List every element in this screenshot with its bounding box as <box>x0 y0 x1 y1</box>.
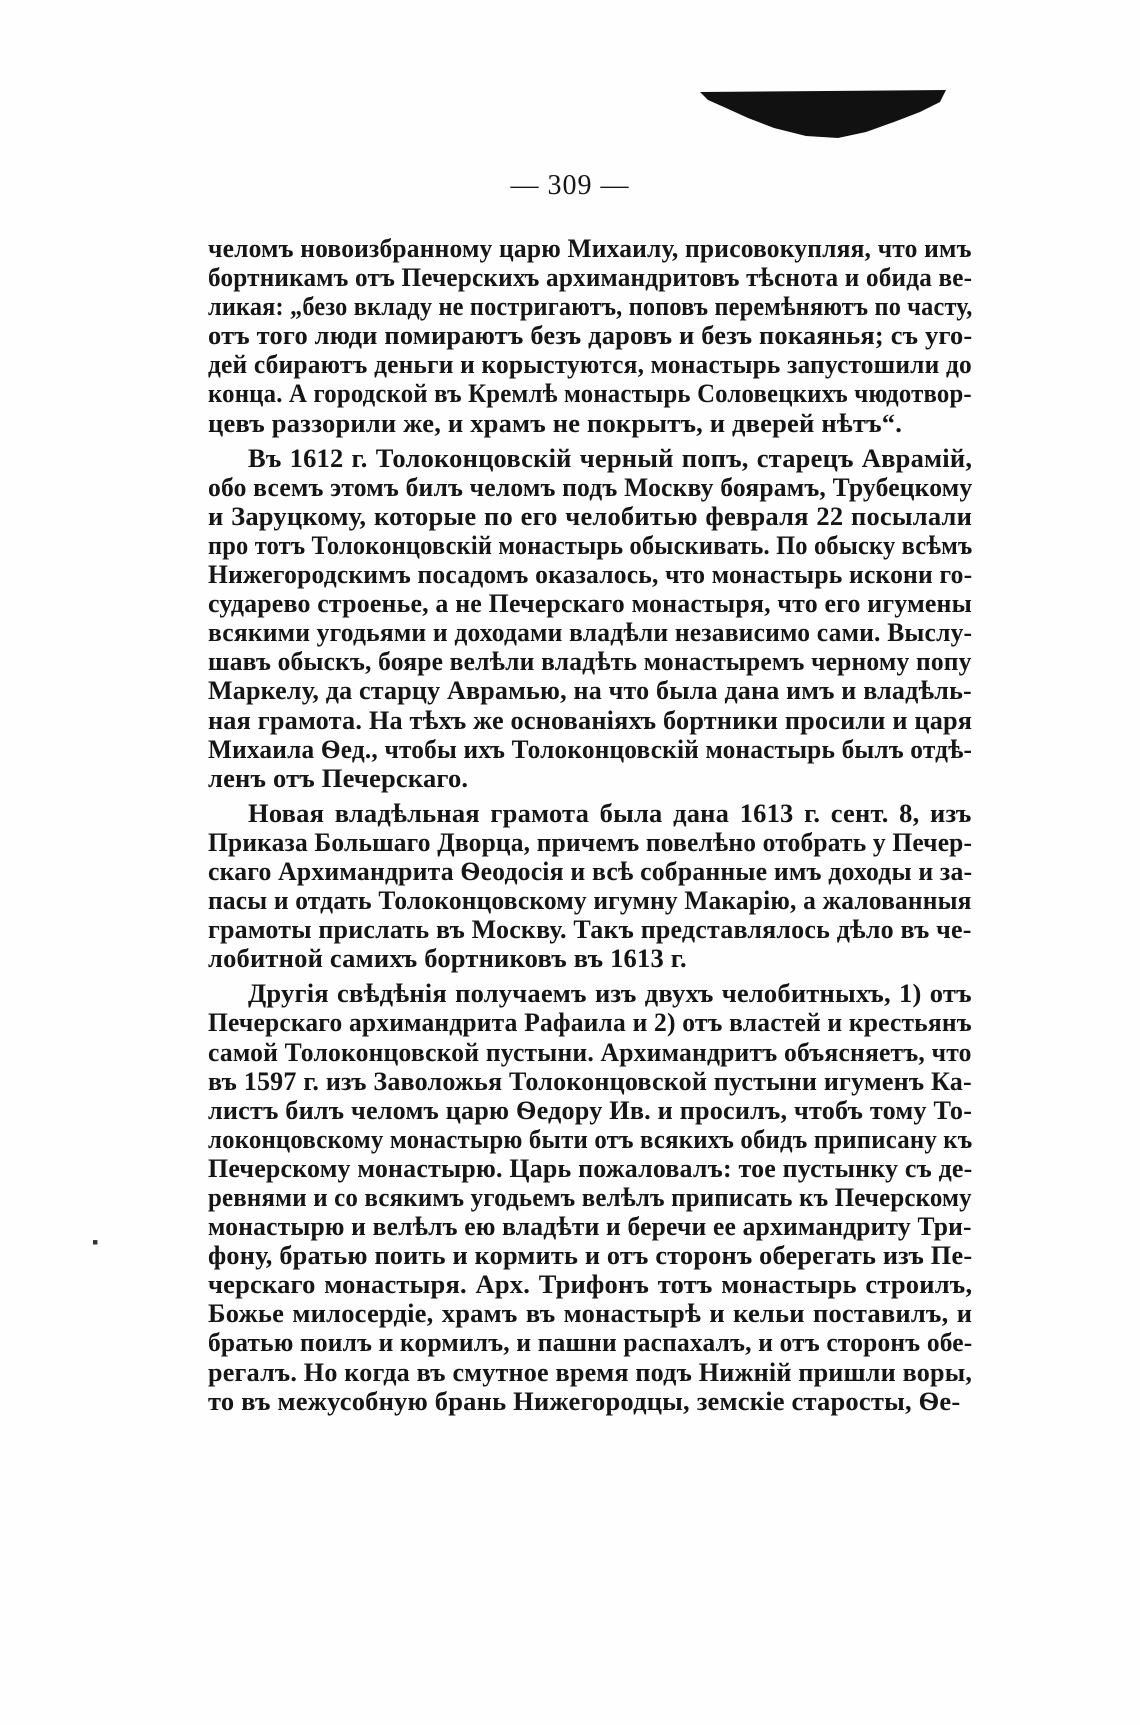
text-line: всякими угодьями и доходами владѣли независимо сами. Выслу- <box>208 617 973 648</box>
margin-speck: ▪ <box>92 1232 99 1252</box>
text-line: лобитной самихъ бортниковъ въ 1613 г. <box>208 943 687 974</box>
text-line: скаго Архимандрита Ѳеодосія и всѣ собранные имъ доходы и за- <box>208 855 973 886</box>
text-line: про тотъ Толоконцовскій монастырь обыскивать. По обыску всѣмъ <box>208 529 973 560</box>
paragraph-4 <box>208 979 972 1415</box>
text-line: фону, братью поить и кормить и отъ сторонъ оберегать изъ Пе- <box>208 1240 973 1271</box>
paragraph-2 <box>208 444 972 793</box>
text-line: Въ 1612 г. Толоконцовскій черный попъ, старецъ Аврамій, <box>248 442 973 473</box>
text-line: и Заруцкому, которые по его челобитью февраля 22 посылали <box>208 500 973 531</box>
text-line: самой Толоконцовской пустыни. Архимандритъ объясняетъ, что <box>208 1036 972 1067</box>
text-line: шавъ обыскъ, бояре велѣли владѣть монастыремъ черному попу <box>208 646 972 677</box>
text-line: ленъ отъ Печерскаго. <box>208 762 469 793</box>
text-line: черскаго монастыря. Арх. Трифонъ тотъ монастырь строилъ, <box>208 1269 973 1300</box>
text-line: листъ билъ челомъ царю Ѳедору Ив. и просилъ, чтобъ тому То- <box>208 1094 973 1125</box>
text-line: Печерскому монастырю. Царь пожаловалъ: тое пустынку съ де- <box>208 1152 973 1183</box>
text-line: грамоты прислать въ Москву. Такъ представлялось дѣло въ че- <box>208 914 972 945</box>
text-line: ная грамота. На тѣхъ же основаніяхъ бортники просили и царя <box>208 704 973 735</box>
text-line: сударево строенье, а не Печерскаго монастыря, что его игумены <box>208 588 973 619</box>
text-line: цевъ раззорили же, и храмъ не покрытъ, и дверей нѣтъ“. <box>208 407 903 438</box>
text-line: Приказа Большаго Дворца, причемъ повелѣно отобрать у Печер- <box>208 826 973 857</box>
text-line: регалъ. Но когда въ смутное время подъ Нижній пришли воры, <box>208 1356 973 1387</box>
text-line: Другія свѣдѣнія получаемъ изъ двухъ челобитныхъ, 1) отъ <box>248 978 972 1009</box>
body-text <box>208 234 972 1416</box>
text-line: отъ того люди помираютъ безъ даровъ и безъ покаянья; съ уго- <box>208 320 973 351</box>
ink-blot-mark <box>688 88 958 146</box>
text-line: монастырю и велѣлъ ею владѣти и беречи ее архимандриту Три- <box>208 1211 972 1242</box>
text-line: Маркелу, да старцу Аврамью, на что была дана имъ и владѣль- <box>208 675 972 706</box>
text-line: локонцовскому монастырю быти отъ всякихъ обидъ приписану къ <box>208 1123 973 1154</box>
text-line: бортникамъ отъ Печерскихъ архимандритовъ тѣснота и обида ве- <box>208 262 973 293</box>
paragraph-1 <box>208 234 972 438</box>
text-line: дей сбираютъ деньги и корыстуются, монастырь запустошили до <box>208 349 972 380</box>
text-line: братью поилъ и кормилъ, и пашни распахалъ, и отъ сторонъ обе- <box>208 1327 973 1358</box>
text-line: Михаила Ѳед., чтобы ихъ Толоконцовскій монастырь былъ отдѣ- <box>208 733 973 764</box>
text-line: Божье милосердіе, храмъ въ монастырѣ и кельи поставилъ, и <box>208 1298 973 1329</box>
text-line: въ 1597 г. изъ Заволожья Толоконцовской пустыни игуменъ Ка- <box>208 1065 972 1096</box>
paragraph-3 <box>208 799 972 974</box>
text-line: ликая: „безо вкладу не постригаютъ, поповъ перемѣняютъ по часту, <box>208 291 973 322</box>
page-number: — 309 — <box>510 170 630 201</box>
text-line: Новая владѣльная грамота была дана 1613 г. сент. 8, изъ <box>248 797 972 828</box>
text-line: Печерскаго архимандрита Рафаила и 2) отъ властей и крестьянъ <box>208 1007 972 1038</box>
text-line: конца. А городской въ Кремлѣ монастырь Соловецкихъ чюдотвор- <box>208 378 972 409</box>
text-line: ревнями и со всякимъ угодьемъ велѣлъ приписать къ Печерскому <box>208 1182 972 1212</box>
text-line: обо всемъ этомъ билъ челомъ подъ Москву боярамъ, Трубецкому <box>208 471 973 502</box>
text-line: Нижегородскимъ посадомъ оказалось, что монастырь искони го- <box>208 559 973 590</box>
text-line: то въ межусобную брань Нижегородцы, земскіе старосты, Ѳе- <box>208 1385 961 1416</box>
text-line: пасы и отдать Толоконцовскому игумну Макарію, а жалованныя <box>208 885 972 916</box>
text-line: челомъ новоизбранному царю Михаилу, присовокупляя, что имъ <box>208 233 972 263</box>
